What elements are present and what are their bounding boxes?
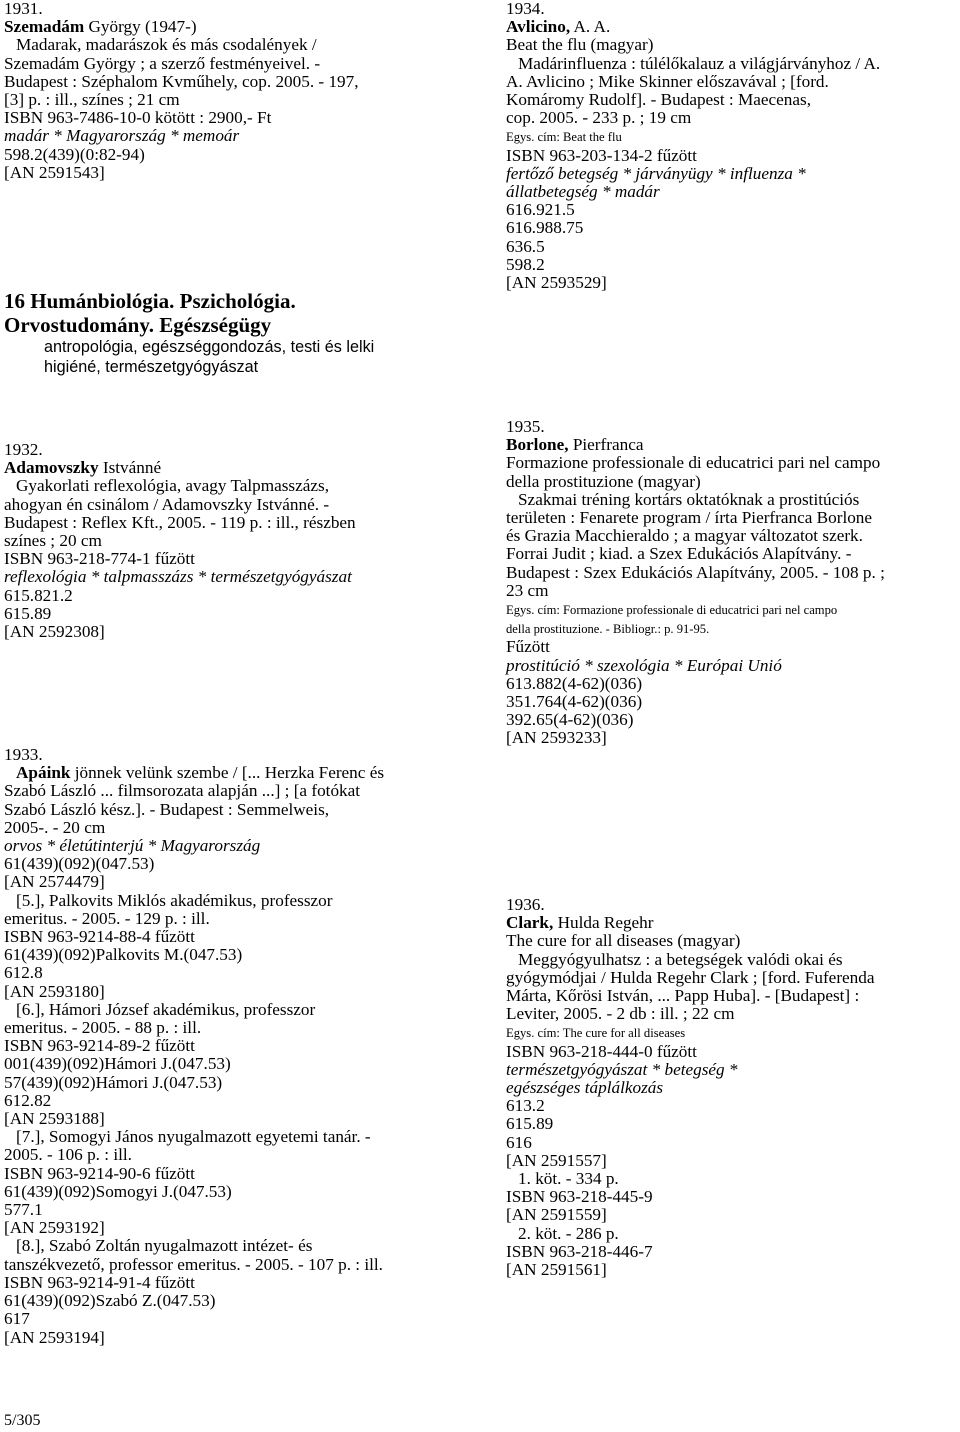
entry-text: 612.82 [4, 1090, 52, 1110]
entry-line [4, 1310, 384, 1328]
entry-author: Apáink [16, 763, 71, 783]
entry-text: A. A. [570, 17, 611, 37]
entry-author: Clark, [506, 913, 554, 933]
entry-text: [8.], Szabó Zoltán nyugalmazott intézet- és [16, 1236, 313, 1256]
entry-line [4, 1092, 384, 1110]
entry-text: della prostituzione (magyar) [506, 471, 701, 491]
entry-line [506, 564, 885, 582]
entry-line [4, 1201, 384, 1219]
entry-line [4, 623, 356, 641]
entry-text: Márta, Kőrösi István, ... Papp Huba]. - [Budapest] : [506, 986, 860, 1006]
entry-line [506, 932, 874, 950]
entry-subject-terms: egészséges táplálkozás [506, 1078, 664, 1098]
entry-text: 1936. [506, 895, 545, 914]
entry-line [4, 73, 359, 91]
entry-1932 [4, 441, 356, 641]
entry-1934 [506, 0, 880, 292]
entry-line [506, 987, 874, 1005]
entry-text: 615.89 [4, 603, 52, 623]
entry-text: 1935. [506, 417, 545, 436]
entry-text: Szabó László kész.]. - Budapest : Semmelweis, [4, 799, 330, 819]
entry-text: Gyakorlati reflexológia, avagy Talpmasszázs, [16, 476, 329, 496]
entry-text: Istvánné [98, 458, 162, 478]
entry-line [506, 256, 880, 274]
entry-line [506, 1188, 874, 1206]
entry-text: 1934. [506, 0, 545, 18]
entry-line [4, 928, 384, 946]
entry-line [506, 91, 880, 109]
section-heading [4, 289, 374, 377]
entry-text: ISBN 963-9214-88-4 fűzött [4, 927, 195, 947]
heading-title-line-2: Orvostudomány. Egészségügy [4, 313, 272, 337]
entry-line [506, 896, 874, 914]
entry-text: 2005. - 106 p. : ill. [4, 1145, 132, 1165]
entry-text: ISBN 963-9214-90-6 fűzött [4, 1163, 195, 1183]
entry-text: Budapest : Széphalom Kvműhely, cop. 2005. - 197, [4, 71, 359, 91]
entry-line [4, 568, 356, 586]
entry-line [4, 946, 384, 964]
entry-line [506, 693, 885, 711]
entry-text: 613.882(4-62)(036) [506, 673, 643, 693]
entry-line [4, 146, 359, 164]
entry-line [4, 18, 359, 36]
entry-line [506, 55, 880, 73]
entry-line [4, 496, 356, 514]
entry-author: Avlicino, [506, 17, 571, 37]
entry-text: 001(439)(092)Hámori J.(047.53) [4, 1054, 231, 1074]
entry-text: ISBN 963-218-774-1 fűzött [4, 549, 195, 569]
entry-text: Szabó László ... filmsorozata alapján ...] ; [a fotókat [4, 781, 361, 801]
entry-text: ahogyan én csinálom / Adamovszky Istvánné. - [4, 494, 330, 514]
entry-line [506, 951, 874, 969]
entry-line [4, 910, 384, 928]
entry-text: 392.65(4-62)(036) [506, 710, 634, 730]
entry-text: Forrai Judit ; kiad. a Szex Edukációs Alapítvány. - [506, 544, 852, 564]
entry-line [506, 600, 885, 619]
entry-line [506, 36, 880, 54]
entry-text: Pierfranca [568, 435, 644, 455]
entry-text: 577.1 [4, 1200, 43, 1220]
entry-subject-terms: reflexológia * talpmasszázs * természetgyógyászat [4, 567, 352, 587]
entry-text: 612.8 [4, 963, 43, 983]
entry-line [506, 18, 880, 36]
entry-text: Szakmai tréning kortárs oktatóknak a prostitúciós [518, 489, 860, 509]
entry-text: [5.], Palkovits Miklós akadémikus, professzor [16, 890, 333, 910]
entry-text: cop. 2005. - 233 p. ; 19 cm [506, 108, 692, 128]
entry-line [506, 454, 885, 472]
entry-text: Meggyógyulhatsz : a betegségek valódi okai és [518, 949, 843, 969]
entry-text: 2. köt. - 286 p. [518, 1223, 619, 1243]
entry-line [4, 1074, 384, 1092]
entry-line [506, 638, 885, 656]
entry-text: 61(439)(092)Palkovits M.(047.53) [4, 945, 243, 965]
entry-line [4, 1019, 384, 1037]
entry-text: 351.764(4-62)(036) [506, 692, 643, 712]
entry-text: della prostituzione. - Bibliogr.: p. 91-95. [506, 622, 710, 637]
entry-line [4, 1292, 384, 1310]
entry-text: 57(439)(092)Hámori J.(047.53) [4, 1072, 223, 1092]
entry-line [4, 983, 384, 1001]
entry-line [4, 532, 356, 550]
entry-text: [AN 2593529] [506, 273, 607, 293]
entry-text: jönnek velünk szembe / [... Herzka Ferenc és [70, 763, 385, 783]
entry-subject-terms: madár * Magyarország * memoár [4, 126, 240, 146]
entry-line [4, 782, 384, 800]
entry-line [4, 873, 384, 891]
entry-text: [AN 2574479] [4, 872, 105, 892]
entry-text: 61(439)(092)Somogyi J.(047.53) [4, 1181, 232, 1201]
entry-1936 [506, 896, 874, 1279]
entry-line [506, 436, 885, 454]
entry-line [4, 1219, 384, 1237]
entry-line [506, 582, 885, 600]
entry-text: 615.89 [506, 1114, 554, 1134]
entry-text: Egys. cím: Formazione professionale di educatrici pari nel campo [506, 603, 838, 618]
entry-line [4, 764, 384, 782]
entry-line [506, 1243, 874, 1261]
entry-line [4, 36, 359, 54]
entry-line [4, 605, 356, 623]
entry-author: Borlone, [506, 435, 569, 455]
entry-text: [AN 2592308] [4, 622, 105, 642]
entry-text: 61(439)(092)Szabó Z.(047.53) [4, 1291, 216, 1311]
entry-1935 [506, 418, 885, 748]
entry-line [4, 1110, 384, 1128]
entry-text: Beat the flu (magyar) [506, 35, 654, 55]
entry-line [4, 587, 356, 605]
heading-title-line-1: 16 Humánbiológia. Pszichológia. [4, 289, 296, 313]
entry-line [4, 801, 384, 819]
entry-line [506, 675, 885, 693]
entry-text: területen : Fenarete program / írta Pierfranca Borlone [506, 508, 873, 528]
entry-text: Formazione professionale di educatrici pari nel campo [506, 453, 881, 473]
entry-line [506, 418, 885, 436]
entry-text: [AN 2593192] [4, 1218, 105, 1238]
entry-text: 615.821.2 [4, 585, 73, 605]
entry-text: [6.], Hámori József akadémikus, professzor [16, 999, 316, 1019]
entry-text: The cure for all diseases (magyar) [506, 931, 741, 951]
entry-line [4, 91, 359, 109]
entry-line [4, 837, 384, 855]
entry-text: ISBN 963-218-445-9 [506, 1187, 653, 1207]
entry-line [4, 746, 384, 764]
entry-text: [AN 2593180] [4, 981, 105, 1001]
entry-text: [AN 2591543] [4, 162, 105, 182]
entry-text: ISBN 963-7486-10-0 kötött : 2900,- Ft [4, 108, 272, 128]
entry-line [4, 1274, 384, 1292]
entry-line [4, 127, 359, 145]
entry-text: 2005-. - 20 cm [4, 817, 106, 837]
entry-line [506, 657, 885, 675]
entry-line [506, 1152, 874, 1170]
entry-line [4, 109, 359, 127]
entry-line [506, 274, 880, 292]
entry-line [506, 0, 880, 18]
entry-line [4, 1128, 384, 1146]
entry-line [4, 459, 356, 477]
entry-line [506, 619, 885, 638]
entry-line [506, 1225, 874, 1243]
entry-line [4, 55, 359, 73]
entry-line [4, 1256, 384, 1274]
entry-text: ISBN 963-9214-89-2 fűzött [4, 1036, 195, 1056]
entry-line [506, 914, 874, 932]
entry-line [506, 183, 880, 201]
entry-line [506, 473, 885, 491]
entry-line [506, 1170, 874, 1188]
entry-line [506, 509, 885, 527]
entry-text: 616.921.5 [506, 200, 575, 220]
entry-line [506, 219, 880, 237]
entry-author: Adamovszky [4, 458, 99, 478]
entry-text: [AN 2591561] [506, 1260, 607, 1280]
entry-line [4, 1183, 384, 1201]
entry-text: A. Avlicino ; Mike Skinner előszavával ; [ford. [506, 71, 829, 91]
entry-line [4, 819, 384, 837]
entry-text: 616 [506, 1132, 532, 1152]
entry-text: Hulda Regehr [553, 913, 654, 933]
entry-text: ISBN 963-218-444-0 fűzött [506, 1041, 697, 1061]
entry-1931 [4, 0, 359, 182]
entry-line [4, 477, 356, 495]
entry-text: [AN 2593194] [4, 1327, 105, 1347]
entry-text: tanszékvezető, professor emeritus. - 2005. - 107 p. : ill. [4, 1254, 383, 1274]
entry-line [506, 545, 885, 563]
entry-line [506, 238, 880, 256]
entry-text: színes ; 20 cm [4, 531, 102, 551]
entry-text: Budapest : Szex Edukációs Alapítvány, 2005. - 108 p. ; [506, 562, 885, 582]
entry-text: Komáromy Rudolf]. - Budapest : Maecenas, [506, 90, 812, 110]
entry-text: gyógymódjai / Hulda Regehr Clark ; [ford. Fuferenda [506, 967, 875, 987]
entry-line [4, 1237, 384, 1255]
heading-subtitle-line-1: antropológia, egészséggondozás, testi és lelki [44, 338, 375, 356]
entry-line [506, 1115, 874, 1133]
entry-line [506, 127, 880, 146]
entry-line [4, 1165, 384, 1183]
entry-line [4, 964, 384, 982]
entry-line [4, 514, 356, 532]
entry-line [4, 164, 359, 182]
entry-line [4, 1001, 384, 1019]
entry-line [506, 1097, 874, 1115]
entry-subject-terms: orvos * életútinterjú * Magyarország [4, 836, 261, 856]
entry-text: Szemadám György ; a szerző festményeivel. - [4, 53, 321, 73]
entry-text: 1933. [4, 745, 43, 764]
entry-line [506, 73, 880, 91]
entry-line [506, 165, 880, 183]
entry-text: emeritus. - 2005. - 129 p. : ill. [4, 908, 210, 928]
entry-text: [AN 2591559] [506, 1205, 607, 1225]
entry-text: ISBN 963-203-134-2 fűzött [506, 145, 697, 165]
entry-text: [AN 2593188] [4, 1109, 105, 1129]
entry-line [4, 550, 356, 568]
entry-author: Szemadám [4, 17, 85, 37]
entry-line [506, 147, 880, 165]
entry-text: emeritus. - 2005. - 88 p. : ill. [4, 1018, 202, 1038]
entry-line [506, 109, 880, 127]
entry-line [506, 1261, 874, 1279]
heading-subtitle-line-2: higiéné, természetgyógyászat [44, 358, 259, 376]
entry-text: 23 cm [506, 580, 549, 600]
entry-line [506, 1005, 874, 1023]
entry-text: 636.5 [506, 236, 545, 256]
entry-line [4, 1329, 384, 1347]
entry-line [506, 201, 880, 219]
entry-1933 [4, 746, 384, 1347]
entry-line [506, 1079, 874, 1097]
entry-line [4, 855, 384, 873]
entry-subject-terms: természetgyógyászat * betegség * [506, 1059, 738, 1079]
entry-line [506, 1061, 874, 1079]
entry-line [4, 441, 356, 459]
entry-text: ISBN 963-218-446-7 [506, 1241, 653, 1261]
entry-text: és Grazia Macchieraldo ; a magyar változatot szerk. [506, 526, 863, 546]
entry-text: 617 [4, 1309, 30, 1329]
entry-text: György (1947-) [84, 17, 197, 37]
entry-text: 613.2 [506, 1096, 545, 1116]
entry-text: Madárinfluenza : túlélőkalauz a világjárványhoz / A. [518, 53, 881, 73]
entry-subject-terms: prostitúció * szexológia * Európai Unió [506, 655, 782, 675]
entry-text: Fűzött [506, 637, 550, 657]
entry-line [4, 0, 359, 18]
entry-line [506, 1043, 874, 1061]
page-number: 5/305 [4, 1412, 41, 1429]
entry-subject-terms: állatbetegség * madár [506, 182, 660, 202]
entry-text: [3] p. : ill., színes ; 21 cm [4, 90, 180, 110]
entry-line [506, 711, 885, 729]
entry-text: 1. köt. - 334 p. [518, 1169, 619, 1189]
entry-line [4, 1055, 384, 1073]
entry-text: [7.], Somogyi János nyugalmazott egyetemi tanár. - [16, 1127, 371, 1147]
entry-text: Egys. cím: Beat the flu [506, 130, 622, 145]
entry-text: 598.2(439)(0:82-94) [4, 144, 145, 164]
entry-line [506, 1023, 874, 1042]
entry-text: [AN 2591557] [506, 1150, 607, 1170]
entry-text: ISBN 963-9214-91-4 fűzött [4, 1272, 195, 1292]
entry-text: Leviter, 2005. - 2 db : ill. ; 22 cm [506, 1004, 735, 1024]
entry-text: Budapest : Reflex Kft., 2005. - 119 p. : ill., részben [4, 512, 356, 532]
entry-text: 1932. [4, 440, 43, 459]
entry-line [506, 491, 885, 509]
entry-line [506, 969, 874, 987]
entry-text: Madarak, madarászok és más csodalények / [16, 35, 317, 55]
entry-line [506, 1134, 874, 1152]
entry-text: 616.988.75 [506, 218, 584, 238]
entry-line [4, 1037, 384, 1055]
entry-line [4, 1146, 384, 1164]
entry-line [506, 729, 885, 747]
entry-text: Egys. cím: The cure for all diseases [506, 1026, 686, 1041]
entry-line [4, 892, 384, 910]
entry-line [506, 527, 885, 545]
entry-text: 61(439)(092)(047.53) [4, 854, 155, 874]
entry-subject-terms: fertőző betegség * járványügy * influenza * [506, 163, 806, 183]
entry-line [506, 1206, 874, 1224]
entry-text: 1931. [4, 0, 43, 18]
entry-text: [AN 2593233] [506, 728, 607, 748]
entry-text: 598.2 [506, 254, 545, 274]
